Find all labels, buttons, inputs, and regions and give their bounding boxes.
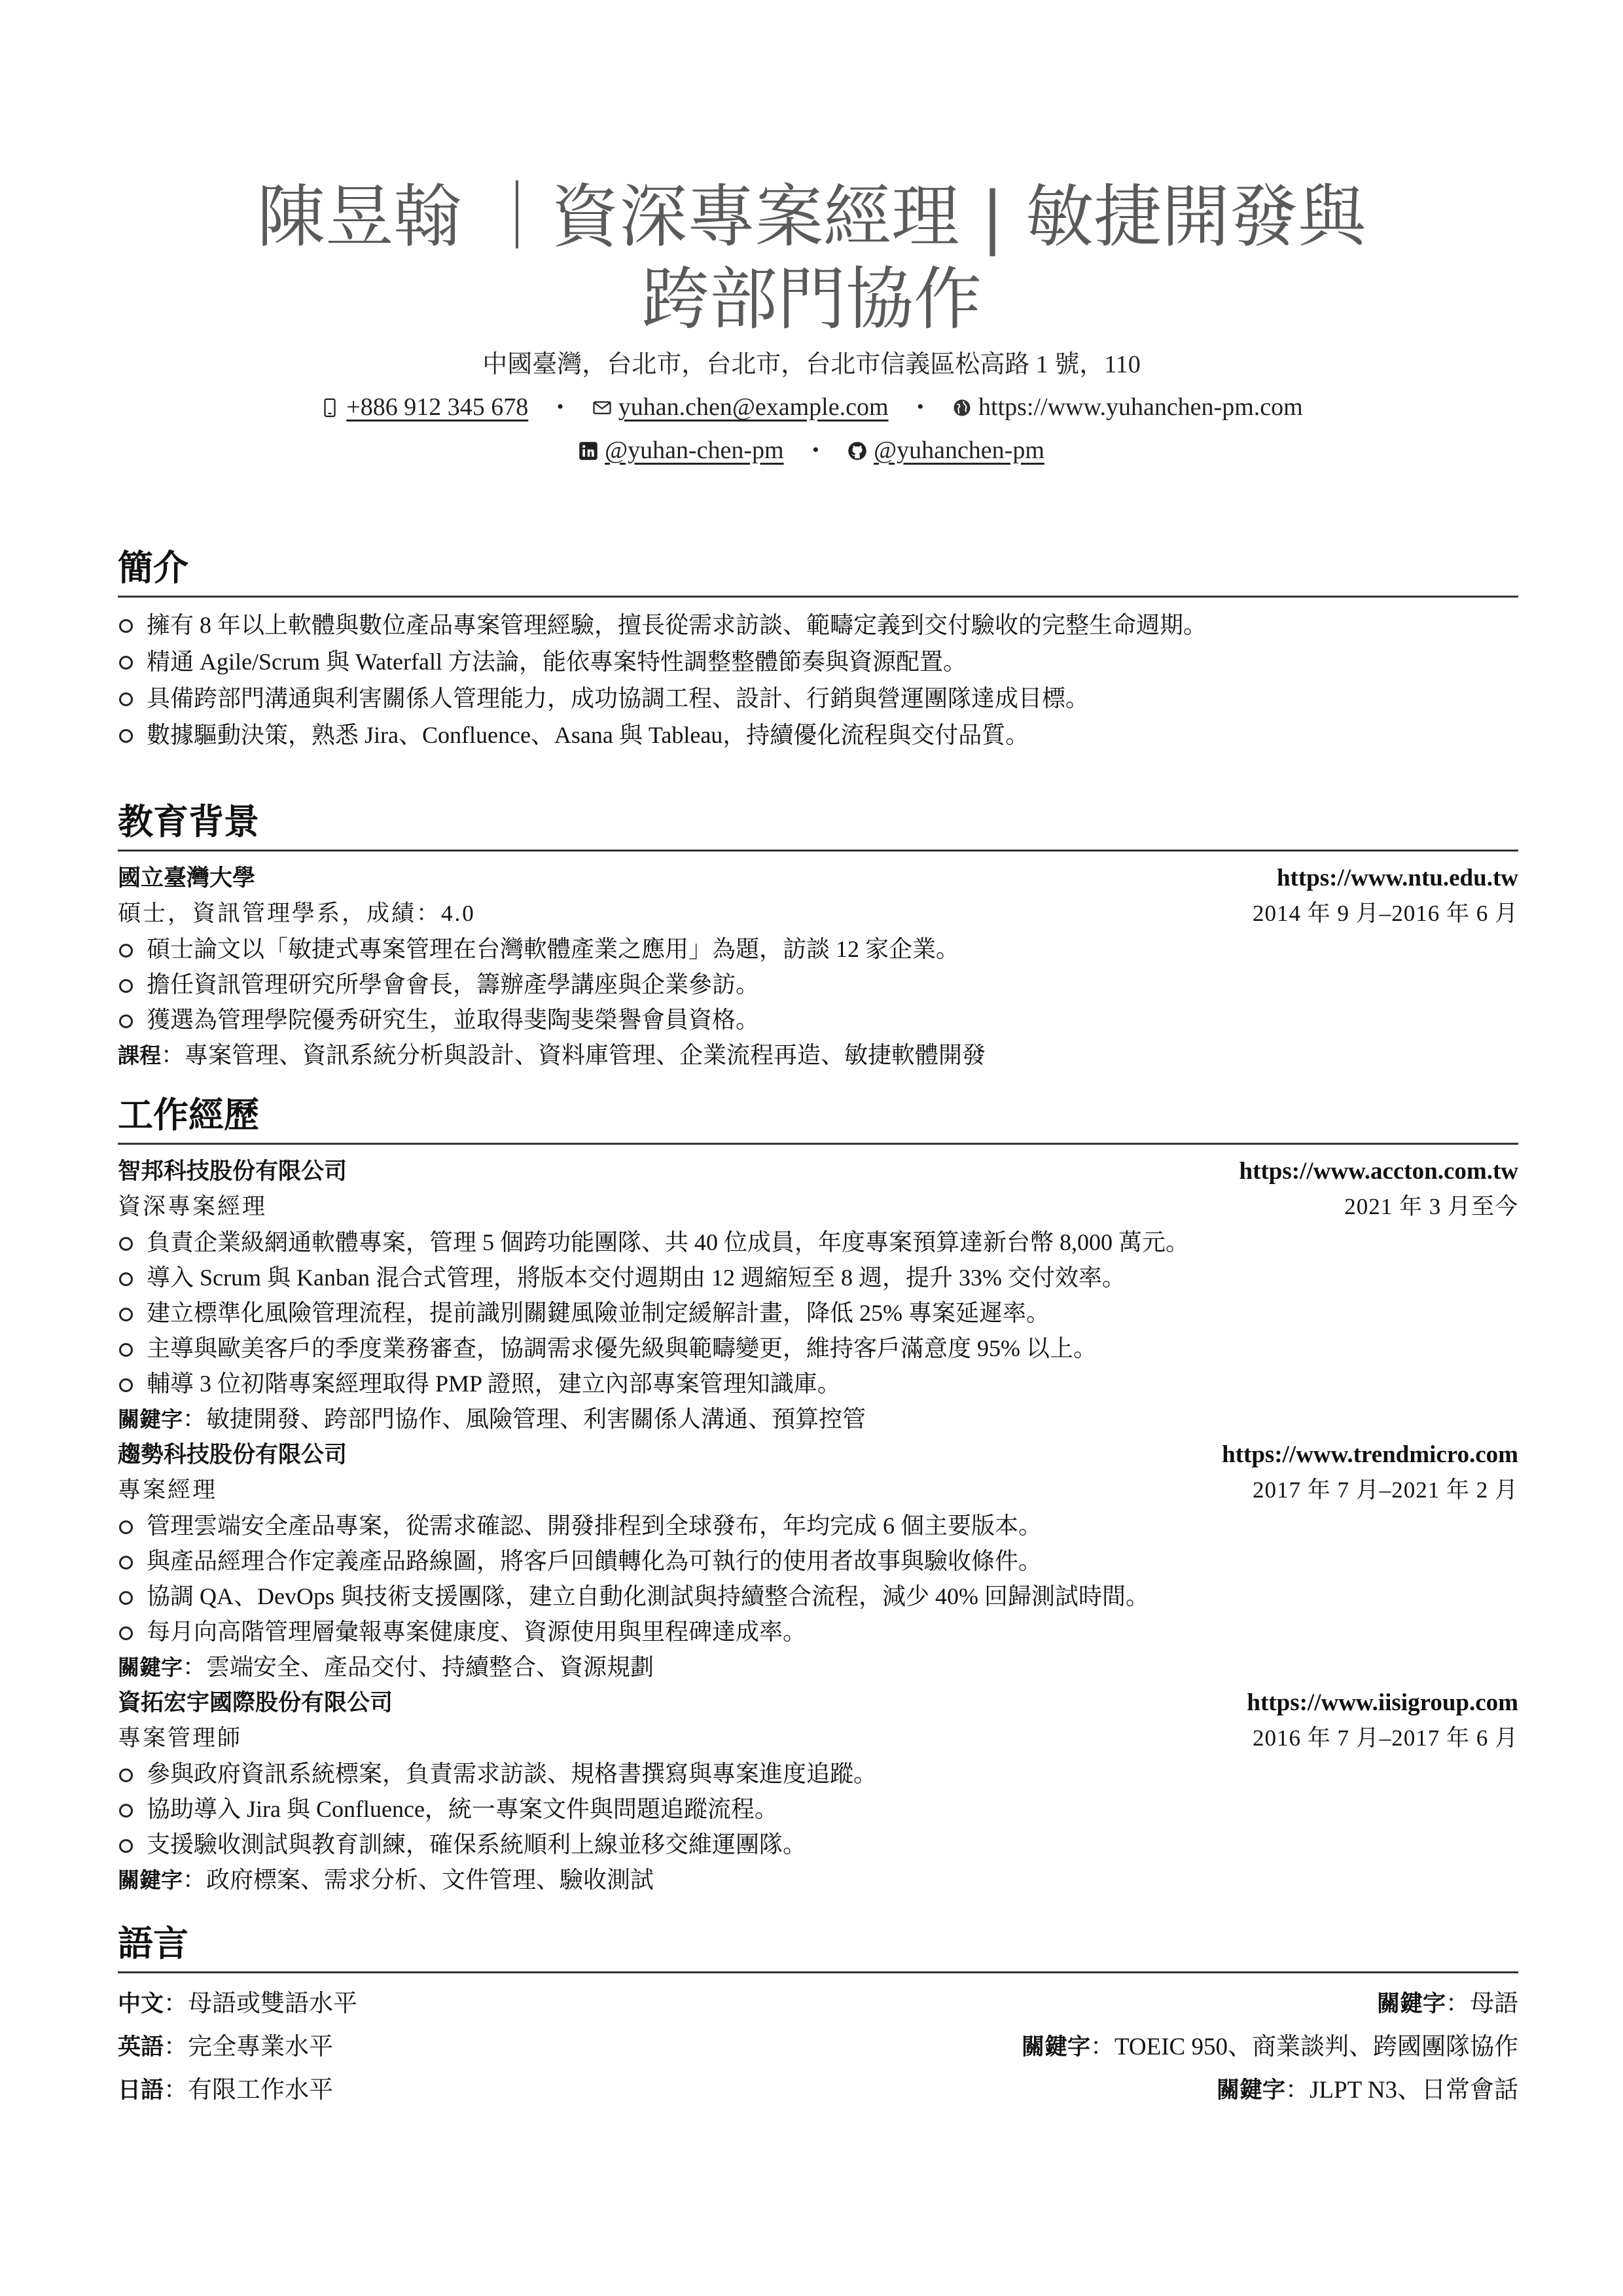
job-entry	[118, 1685, 1518, 1898]
summary-list	[118, 607, 1518, 753]
contact-row-1	[0, 385, 1623, 427]
list-item: 負責企業級網通軟體專案，管理 5 個跨功能團隊、共 40 位成員，年度專案預算達新台幣 8,000 萬元。	[118, 1225, 1518, 1260]
company-url[interactable]: https://www.trendmicro.com	[1222, 1441, 1518, 1468]
separator-bullet: •	[917, 396, 924, 418]
list-item: 協調 QA、DevOps 與技術支援團隊，建立自動化測試與持續整合流程，減少 40% 回歸測試時間。	[118, 1579, 1518, 1614]
entry-subheader	[118, 1473, 1518, 1508]
address: 中國臺灣，台北市，台北市，台北市信義區松高路 1 號，110	[482, 351, 1141, 378]
school-url[interactable]: https://www.ntu.edu.tw	[1276, 865, 1518, 891]
github-icon	[847, 441, 867, 461]
phone-contact[interactable]	[320, 387, 528, 427]
github-contact[interactable]	[847, 430, 1044, 471]
keywords-value: ：政府標案、需求分析、文件管理、驗收測試	[183, 1867, 654, 1893]
list-item: 數據驅動決策，熟悉 Jira、Confluence、Asana 與 Tableau，持續優化流程與交付品質。	[118, 717, 1518, 753]
list-item: 具備跨部門溝通與利害關係人管理能力，成功協調工程、設計、行銷與營運團隊達成目標。	[118, 680, 1518, 717]
language-keywords: ：JLPT N3、日常會話	[1285, 2077, 1518, 2104]
education-list	[118, 931, 1518, 1037]
job-list	[118, 1225, 1518, 1401]
keywords-label: 關鍵字	[118, 1867, 183, 1893]
keywords-line	[118, 1862, 1518, 1898]
separator-bullet: •	[556, 396, 564, 418]
keywords-label: 關鍵字	[118, 1655, 183, 1680]
list-item: 導入 Scrum 與 Kanban 混合式管理，將版本交付週期由 12 週縮短至 8 週，提升 33% 交付效率。	[118, 1260, 1518, 1295]
entry-header	[118, 1154, 1518, 1189]
linkedin-icon	[579, 441, 598, 461]
entry-subheader	[118, 1189, 1518, 1225]
keywords-line	[118, 1401, 1518, 1437]
company-url[interactable]: https://www.iisigroup.com	[1247, 1689, 1518, 1716]
keywords-label: 關鍵字	[118, 1407, 183, 1432]
job-list	[118, 1756, 1518, 1862]
section-title: 語言	[118, 1918, 1518, 1973]
list-item: 擔任資訊管理研究所學會會長，籌辦產學講座與企業參訪。	[118, 967, 1518, 1002]
company-name: 智邦科技股份有限公司	[118, 1158, 348, 1185]
education-section	[118, 796, 1518, 1073]
list-item: 參與政府資訊系統標案，負責需求訪談、規格書撰寫與專案進度追蹤。	[118, 1756, 1518, 1791]
globe-icon	[952, 398, 972, 418]
language-level: ：母語或雙語水平	[164, 1990, 358, 2017]
summary-section	[118, 542, 1518, 753]
date-range: 2014 年 9 月–2016 年 6 月	[1252, 901, 1518, 926]
courses-label: 課程	[118, 1043, 161, 1068]
degree: 碩士，資訊管理學系，成績：4.0	[118, 901, 476, 926]
company-url[interactable]: https://www.accton.com.tw	[1239, 1158, 1518, 1185]
keywords-label: 關鍵字	[1021, 2034, 1090, 2060]
language-name: 中文	[118, 1991, 164, 2017]
section-title: 教育背景	[118, 796, 1518, 852]
job-role: 資深專案經理	[118, 1194, 268, 1219]
company-name: 趨勢科技股份有限公司	[118, 1442, 348, 1468]
mail-icon	[592, 398, 612, 418]
date-range: 2016 年 7 月–2017 年 6 月	[1252, 1725, 1518, 1751]
linkedin-contact[interactable]	[579, 430, 783, 471]
entry-subheader	[118, 896, 1518, 931]
date-range: 2017 年 7 月–2021 年 2 月	[1252, 1477, 1518, 1503]
list-item: 碩士論文以「敏捷式專案管理在台灣軟體產業之應用」為題，訪談 12 家企業。	[118, 931, 1518, 967]
list-item: 主導與歐美客戶的季度業務審查，協調需求優先級與範疇變更，維持客戶滿意度 95% 以上。	[118, 1331, 1518, 1366]
job-entry	[118, 1154, 1518, 1437]
list-item: 輔導 3 位初階專案經理取得 PMP 證照，建立內部專案管理知識庫。	[118, 1366, 1518, 1401]
language-row	[118, 2069, 1518, 2112]
company-name: 資拓宏宇國際股份有限公司	[118, 1690, 393, 1716]
section-title: 工作經歷	[118, 1089, 1518, 1145]
name-title-line-1: 陳昱翰 ｜資深專案經理 | 敏捷開發與	[257, 177, 1366, 257]
list-item: 與產品經理合作定義產品路線圖，將客戶回饋轉化為可執行的使用者故事與驗收條件。	[118, 1543, 1518, 1579]
courses-value: ：專案管理、資訊系統分析與設計、資料庫管理、企業流程再造、敏捷軟體開發	[161, 1042, 986, 1068]
phone-link[interactable]: +886 912 345 678	[346, 393, 529, 422]
language-name: 英語	[118, 2034, 164, 2060]
email-link[interactable]: yuhan.chen@example.com	[618, 393, 889, 422]
list-item: 管理雲端安全產品專案，從需求確認、開發排程到全球發布，年均完成 6 個主要版本。	[118, 1508, 1518, 1543]
keywords-value: ：敏捷開發、跨部門協作、風險管理、利害關係人溝通、預算控管	[183, 1406, 866, 1432]
github-link[interactable]: @yuhanchen-pm	[874, 436, 1044, 464]
section-title: 簡介	[118, 542, 1518, 598]
languages-section	[118, 1918, 1518, 2112]
keywords-label: 關鍵字	[1217, 2077, 1286, 2104]
resume-header	[0, 175, 1623, 471]
linkedin-link[interactable]: @yuhan-chen-pm	[605, 436, 784, 464]
language-row	[118, 1982, 1518, 2026]
courses-line	[118, 1037, 1518, 1073]
entry-header	[118, 1437, 1518, 1473]
entry-header	[118, 1685, 1518, 1721]
website-link[interactable]: https://www.yuhanchen-pm.com	[978, 393, 1303, 422]
email-contact[interactable]	[592, 387, 889, 427]
list-item: 精通 Agile/Scrum 與 Waterfall 方法論，能依專案特性調整整體節奏與資源配置。	[118, 643, 1518, 680]
list-item: 協助導入 Jira 與 Confluence，統一專案文件與問題追蹤流程。	[118, 1791, 1518, 1827]
job-entry	[118, 1437, 1518, 1685]
name-title-line-2: 跨部門協作	[641, 259, 982, 339]
contact-row-2	[0, 427, 1623, 470]
language-row	[118, 2026, 1518, 2069]
entry-header	[118, 861, 1518, 896]
language-name: 日語	[118, 2077, 164, 2104]
date-range: 2021 年 3 月至今	[1344, 1194, 1518, 1219]
list-item: 每月向高階管理層彙報專案健康度、資源使用與里程碑達成率。	[118, 1614, 1518, 1649]
separator-bullet: •	[812, 439, 819, 461]
work-section	[118, 1089, 1518, 1898]
language-level: ：有限工作水平	[164, 2077, 334, 2104]
list-item: 獲選為管理學院優秀研究生，並取得斐陶斐榮譽會員資格。	[118, 1002, 1518, 1037]
list-item: 支援驗收測試與教育訓練，確保系統順利上線並移交維運團隊。	[118, 1827, 1518, 1862]
job-role: 專案經理	[118, 1477, 218, 1503]
language-level: ：完全專業水平	[164, 2034, 334, 2060]
keywords-line	[118, 1649, 1518, 1685]
language-keywords: ：母語	[1446, 1990, 1518, 2017]
entry-subheader	[118, 1721, 1518, 1756]
keywords-label: 關鍵字	[1376, 1991, 1446, 2017]
list-item: 擁有 8 年以上軟體與數位產品專案管理經驗，擅長從需求訪談、範疇定義到交付驗收的完整生命週期。	[118, 607, 1518, 643]
language-keywords: ：TOEIC 950、商業談判、跨國團隊協作	[1090, 2034, 1518, 2060]
job-role: 專案管理師	[118, 1725, 243, 1751]
phone-icon	[320, 398, 340, 418]
list-item: 建立標準化風險管理流程，提前識別關鍵風險並制定緩解計畫，降低 25% 專案延遲率。	[118, 1295, 1518, 1331]
keywords-value: ：雲端安全、產品交付、持續整合、資源規劃	[183, 1654, 654, 1680]
job-list	[118, 1508, 1518, 1649]
school-name: 國立臺灣大學	[118, 865, 256, 891]
website-contact[interactable]	[952, 387, 1303, 427]
